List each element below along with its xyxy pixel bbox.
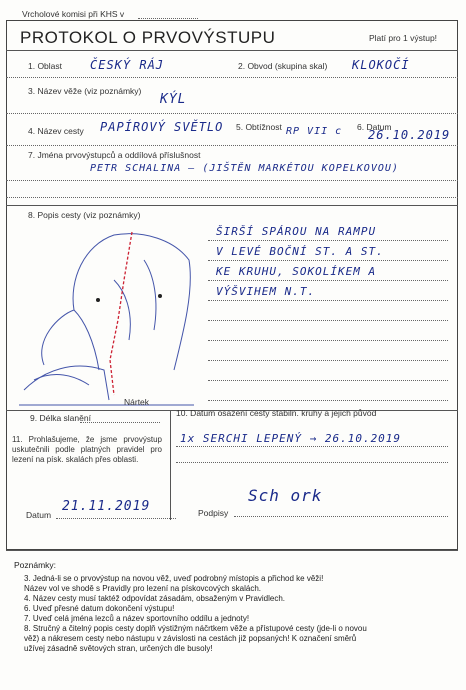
page-title: PROTOKOL O PRVOVÝSTUPU (20, 28, 276, 47)
note-item: 6. Uveď přesné datum dokončení výstupu! (24, 604, 175, 613)
field-6-value[interactable]: 26.10.2019 (368, 128, 451, 142)
field-6-label: 6. Datum (357, 122, 392, 132)
note-item: 4. Název cesty musí taktéž odpovídat zásadám, obsaženým v Pravidlech. (24, 594, 286, 603)
field-7-value[interactable]: PETR SCHALINA – (JIŠTĚN MARKÉTOU KOPELKOVOU) (90, 163, 399, 174)
note-item: 8. Stručný a čitelný popis cesty doplň výstižným náčrtkem věže a přístupové cesty (jde-li o novou (24, 624, 367, 633)
note-item: věž) a nákresem cesty nebo nástupu v závislosti na cestách již popsaných! K označení směrů (24, 634, 357, 643)
field-8-line-1[interactable]: ŠIRŠÍ SPÁROU NA RAMPU (216, 225, 377, 238)
field-11-statement: 11. Prohlašujeme, že jsme prvovýstup uskutečnili podle platných pravidel pro lezení na písk. skalách přes oblasti. (12, 435, 162, 464)
notes-title: Poznámky: (14, 560, 57, 570)
date-value[interactable]: 21.11.2019 (62, 499, 151, 514)
note-item: užívej zásadně světových stran, určených dle busoly! (24, 644, 213, 653)
field-2-label: 2. Obvod (skupina skal) (238, 61, 328, 71)
field-5-value[interactable]: RP VII c (286, 126, 343, 137)
field-4-label: 4. Název cesty (28, 126, 84, 136)
note-item: Název vol ve shodě s Pravidly pro lezení na pískovcových skalách. (24, 584, 262, 593)
field-3-label: 3. Název věže (viz poznámky) (28, 86, 142, 96)
committee-label: Vrcholové komisi při KHS v (22, 9, 125, 19)
signature-label: Podpisy (198, 508, 229, 518)
field-10-value[interactable]: 1x SERCHI LEPENÝ → 26.10.2019 (180, 432, 402, 445)
signature-value[interactable]: Sch ork (248, 486, 323, 505)
field-5-label: 5. Obtížnost (236, 122, 282, 132)
field-9-label: 9. Délka slanění (30, 413, 91, 423)
note-item: 3. Jedná-li se o prvovýstup na novou věž, uveď podrobný místopis a přichod ke věži! (24, 574, 324, 583)
field-1-value[interactable]: ČESKÝ RÁJ (90, 58, 165, 72)
field-10-label: 10. Datum osazení cesty stabiln. kruhy a jejich původ (176, 408, 377, 418)
field-8-line-2[interactable]: V LEVÉ BOČNÍ ST. A ST. (216, 245, 384, 258)
field-1-label: 1. Oblast (28, 61, 63, 71)
field-8-label: 8. Popis cesty (viz poznámky) (28, 210, 141, 220)
field-3-value[interactable]: KÝL (160, 92, 187, 107)
sketch-label: Nártek (124, 397, 150, 407)
note-item: 7. Uveď celá jména lezců a název sportovního oddílu a jednoty! (24, 614, 250, 623)
field-8-line-4[interactable]: VÝŠVIHEM N.T. (216, 285, 316, 298)
route-sketch (14, 220, 204, 410)
committee-line (138, 18, 198, 19)
valid-note: Platí pro 1 výstup! (369, 33, 438, 43)
date-label: Datum (26, 510, 52, 520)
notes-list (24, 574, 454, 654)
field-8-line-3[interactable]: KE KRUHU, SOKOLÍKEM A (216, 265, 377, 278)
field-7-label: 7. Jména prvovýstupců a oddílová příslušnost (28, 150, 201, 160)
field-2-value[interactable]: KLOKOČÍ (352, 58, 410, 72)
field-4-value[interactable]: PAPÍROVÝ SVĚTLO (100, 120, 224, 134)
